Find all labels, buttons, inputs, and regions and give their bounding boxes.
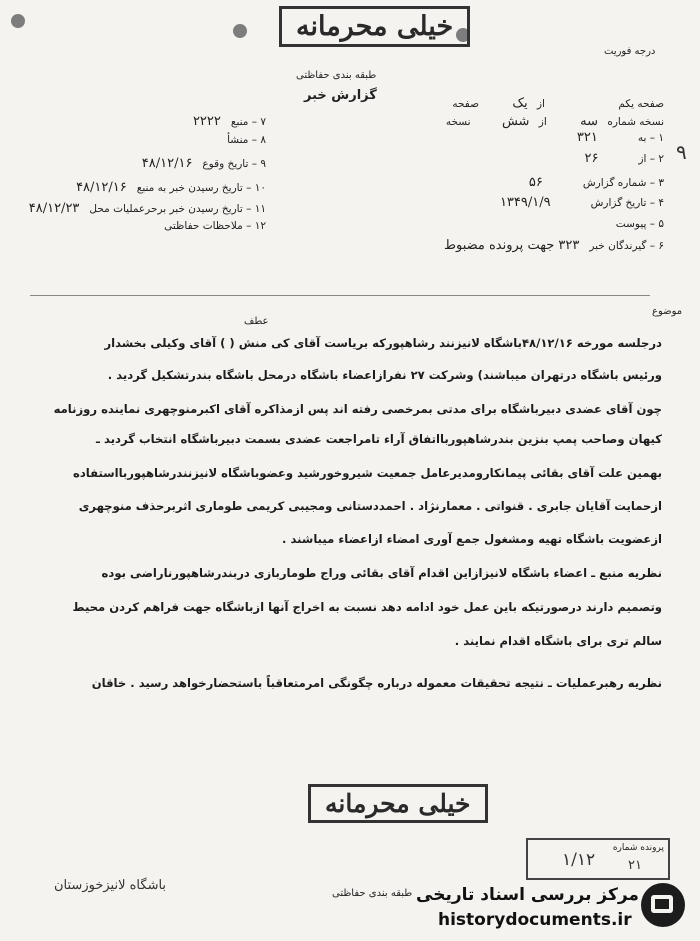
body-line: بهمین علت آقای بقائی پیمانکارومدیرعامل جمعیت شیروخورشید وعضوباشگاه لانیزنندرشاهپوربااستفاده [72, 466, 662, 480]
body-line: نظریه منبع ـ اعضاء باشگاه لانیزازاین اقدام آقای بقائی وراج طوماربازی دربندرشاهپورناراضی بوده [101, 566, 662, 580]
left-field-row [154, 220, 266, 232]
archive-title: مرکز بررسی اسناد تاریخی [416, 885, 639, 905]
field-label: ۱۰ – تاریخ رسیدن خبر به منبع [136, 182, 266, 194]
field-value: ۴۸/۱۲/۱۶ [141, 156, 193, 171]
field-label: ۲ – از [638, 153, 664, 165]
field-value: ۳۲۱ [576, 130, 598, 145]
dossier-number: ۱/۱۲ [562, 850, 596, 870]
body-line: کیهان وصاحب پمپ بنزین بندرشاهپوربااتفاق آراء تامراجعت عضدی بسمت دبیرباشگاه انتخاب گردید ـ [96, 432, 662, 446]
left-field-row [193, 114, 266, 129]
binder-hole [11, 14, 25, 28]
field-value: ۲۶ [584, 151, 599, 166]
body-line: ازعضویت باشگاه تهیه ومشغول جمع آوری امضاء ازاعضاء میباشند . [282, 532, 662, 546]
left-field-row [142, 156, 266, 171]
priority-label: درجه فوریت [604, 46, 656, 57]
left-field-row [29, 201, 266, 216]
field-label: ۴ – تاریخ گزارش [590, 197, 664, 209]
subject-label: موضوع [652, 306, 683, 317]
body-line: چون آقای عضدی دبیرباشگاه برای مدتی بمرخصی رفته اند پس ازمذاکره آقای اکبرمنوچهری نماینده روزنامه [53, 402, 662, 416]
field-label: ۸ – منشأ [227, 134, 266, 146]
dossier-box [526, 838, 670, 880]
classification-label: طبقه بندی حفاظتی [296, 70, 377, 81]
body-line: سالم تری برای باشگاه اقدام نمایند . [454, 634, 662, 648]
dossier-sub: ۲۱ [628, 858, 642, 873]
copy-field: نسخه شماره سه از شش نسخه [445, 114, 664, 129]
reference-label: عطف [244, 316, 269, 327]
right-field-row [529, 175, 664, 190]
right-field-row [500, 195, 664, 210]
field-label: ۵ – پیوست [615, 218, 664, 230]
field-label: ۷ – منبع [230, 116, 266, 128]
field-label: ۶ – گیرندگان خبر [589, 240, 664, 252]
right-field-row [584, 151, 664, 166]
body-line: ورئیس باشگاه درتهران میباشند) وشرکت ۲۷ نفرازاعضاء باشگاه درمحل باشگاه بندرتشکیل گردید . [107, 368, 662, 382]
body-line: وتصمیم دارند درصورتیکه باین عمل خود ادامه دهد نسبت به اخراج آنها ازباشگاه جهت فراهم کردن محیط [72, 600, 662, 614]
dossier-label: پرونده شماره [612, 843, 664, 853]
report-title: گزارش خبر [304, 88, 377, 103]
body-line: نظریه رهبرعملیات ـ نتیجه تحقیقات معموله درباره چگونگی امرمتعاقباً باستحضارخواهد رسید . خاقان [91, 676, 662, 690]
right-field-row [444, 238, 664, 253]
archive-url: historydocuments.ir [438, 910, 632, 930]
field-label: ۱۱ – تاریخ رسیدن خبر برحرعملیات محل [89, 203, 266, 215]
field-value: ۳۲۳ جهت پرونده مضبوط [443, 238, 580, 253]
right-field-row [576, 218, 664, 230]
body-line: درجلسه مورخه ۴۸/۱۲/۱۶باشگاه لانیزنند رشاهپورکه بریاست آقای کی منش ( ) آقای وکیلی بخشدار [104, 336, 662, 350]
field-label: ۹ – تاریخ وقوع [202, 158, 266, 170]
margin-number: ۹ [676, 140, 687, 164]
field-value: ۲۲۲۲ [192, 114, 221, 129]
field-label: ۱۲ – ملاحظات حفاظتی [164, 220, 266, 232]
field-value: ۵۶ [528, 175, 543, 190]
archive-logo-icon [641, 883, 685, 927]
right-field-row [577, 130, 664, 145]
field-value: ۱۳۴۹/۱/۹ [499, 195, 551, 210]
bottom-secret-stamp: خیلی محرمانه [308, 784, 488, 823]
footer-classification-label: طبقه بندی حفاظتی [332, 888, 413, 899]
page-field: صفحه یکم از یک صفحه [452, 96, 664, 111]
field-value: ۴۸/۱۲/۱۶ [76, 180, 127, 195]
header-divider [30, 295, 650, 296]
field-label: ۱ – به [637, 132, 664, 144]
top-secret-stamp: خیلی محرمانه [279, 6, 470, 47]
handwritten-note: باشگاه لانیزخوزستان [54, 878, 167, 893]
left-field-row [76, 180, 266, 195]
body-line: ازحمایت آقایان جابری . قنواتی . معمارنژاد . احمددستانی ومجیبی کریمی طوماری اثربرحذف منوچهری [78, 499, 662, 513]
field-value: ۴۸/۱۲/۲۳ [28, 201, 80, 216]
field-label: ۳ – شماره گزارش [582, 177, 664, 189]
left-field-row [217, 134, 266, 146]
binder-hole [233, 24, 247, 38]
